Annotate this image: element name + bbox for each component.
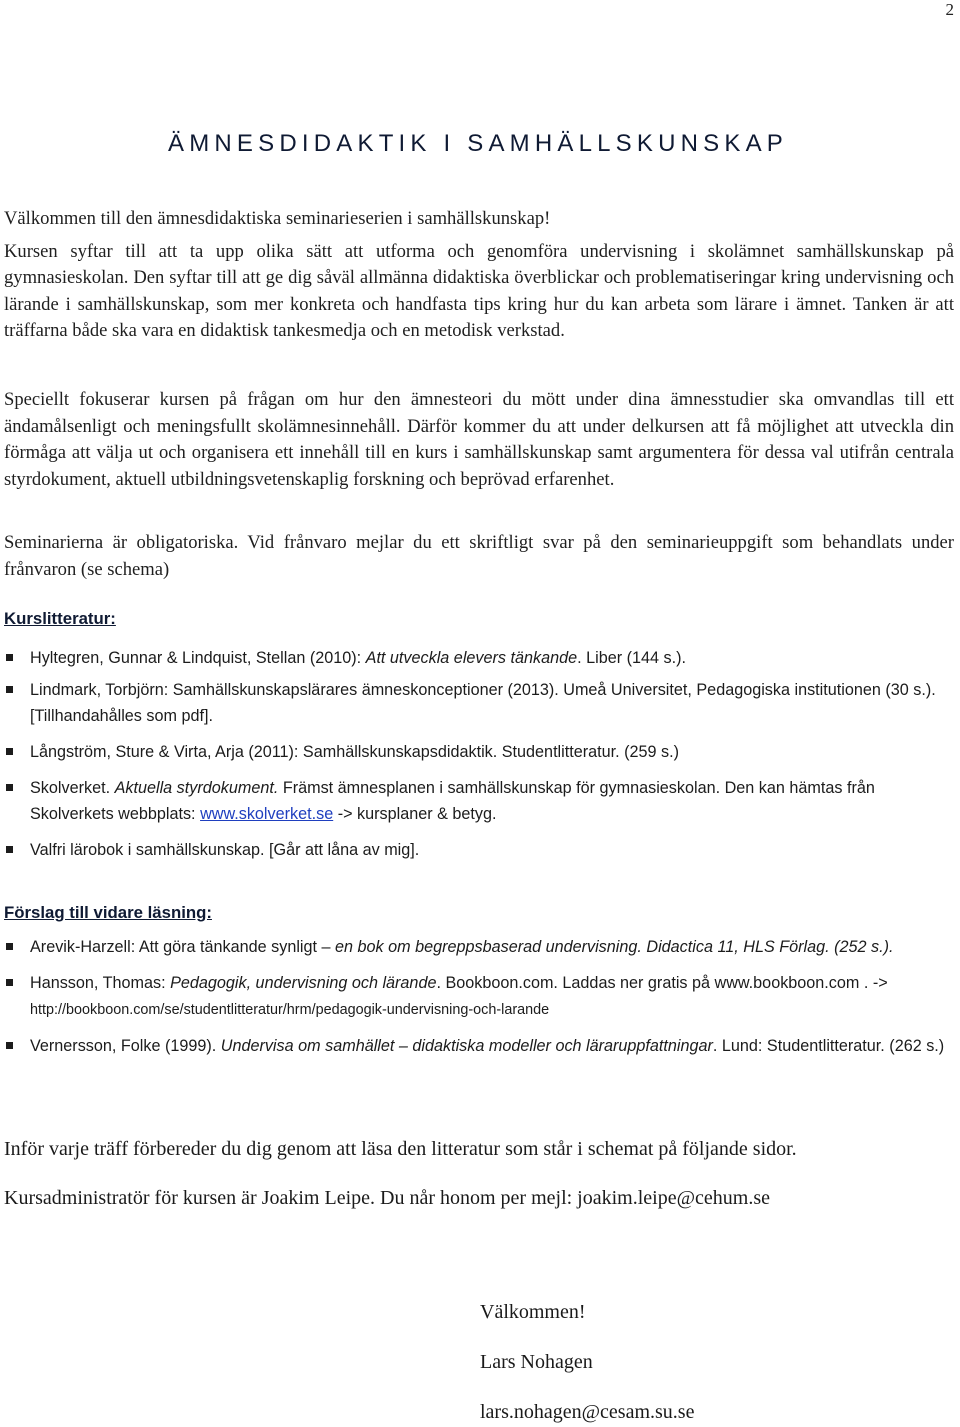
signature-email: lars.nohagen@cesam.su.se (480, 1401, 695, 1423)
bullet-icon (6, 979, 13, 986)
signature-name: Lars Nohagen (480, 1351, 593, 1373)
list-item: Långström, Sture & Virta, Arja (2011): Samhällskunskapsdidaktik. Studentlitteratur. (259 s.) (6, 739, 946, 765)
administrator-note: Kursadministratör för kursen är Joakim Leipe. Du når honom per mejl: joakim.leipe@cehum.se (4, 1187, 770, 1209)
intro-paragraph-2: Speciellt fokuserar kursen på frågan om hur den ämnesteori du mött under dina ämnesstudier ska omvandlas till ett ändamålsenligt och meningsfullt skolämnesinnehåll. Därför kommer du att under delkursen att få möjlighet att utveckla din förmåga att välja ut och organisera ett innehåll till en kurs i samhällskunskap samt argumentera för dessa val utifrån centrala styrdokument, aktuell utbildningsvetenskaplig forskning och beprövad erfarenhet. (4, 389, 954, 490)
list-item: Hansson, Thomas: Pedagogik, undervisning och lärande. Bookboon.com. Laddas ner gratis på www.bookboon.com . -> http://bookboon.com/se/studentlitteratur/hrm/pedagogik-undervisning-och-larande (6, 970, 946, 1023)
list-item: Hyltegren, Gunnar & Lindquist, Stellan (2010): Att utveckla elevers tänkande. Liber (144 s.). (6, 645, 946, 671)
list-item: Valfri lärobok i samhällskunskap. [Går att låna av mig]. (6, 837, 946, 863)
list-item: Skolverket. Aktuella styrdokument. Främst ämnesplanen i samhällskunskap för gymnasieskolan. Den kan hämtas från Skolverkets webbplats: www.skolverket.se -> kursplaner & betyg. (6, 775, 946, 827)
bullet-icon (6, 686, 13, 693)
welcome-line: Välkommen till den ämnesdidaktiska seminarieserien i samhällskunskap! (4, 208, 551, 229)
preparation-note: Inför varje träff förbereder du dig genom att läsa den litteratur som står i schemat på följande sidor. (4, 1138, 797, 1160)
page-title: ÄMNESDIDAKTIK I SAMHÄLLSKUNSKAP (168, 130, 788, 157)
signature-greeting: Välkommen! (480, 1301, 586, 1323)
bullet-icon (6, 943, 13, 950)
vidare-lasning-heading: Förslag till vidare läsning: (4, 903, 212, 922)
bullet-icon (6, 1042, 13, 1049)
bullet-icon (6, 654, 13, 661)
kurslitteratur-heading: Kurslitteratur: (4, 609, 116, 628)
kurslitteratur-list (6, 645, 946, 863)
bullet-icon (6, 748, 13, 755)
bullet-icon (6, 784, 13, 791)
page-number: 2 (945, 0, 954, 19)
skolverket-link[interactable]: www.skolverket.se (200, 805, 334, 823)
bullet-icon (6, 846, 13, 853)
bookboon-url[interactable]: http://bookboon.com/se/studentlitteratur/hrm/pedagogik-undervisning-och-larande (30, 1002, 550, 1018)
intro-section (4, 206, 954, 345)
intro-paragraph-1: Kursen syftar till att ta upp olika sätt att utforma och genomföra undervisning i skolämnet samhällskunskap på gymnasieskolan. Den syftar till att ge dig såväl allmänna didaktiska överblickar och problematiseringar kring undervisning och lärande i samhällskunskap, som mer konkreta och handfasta tips kring hur du kan arbeta som lärare i ämnet. Tanken är att träffarna både ska vara en didaktisk tankesmedja och en metodisk verkstad. (4, 240, 954, 341)
vidare-lasning-list (6, 934, 946, 1059)
list-item: Lindmark, Torbjörn: Samhällskunskapslärares ämneskonceptioner (2013). Umeå Universitet, Pedagogiska institutionen (30 s.). [Tillhandahålles som pdf]. (6, 677, 946, 729)
list-item: Arevik-Harzell: Att göra tänkande synligt – en bok om begreppsbaserad undervisning. Didactica 11, HLS Förlag. (252 s.). (6, 934, 946, 960)
list-item: Vernersson, Folke (1999). Undervisa om samhället – didaktiska modeller och läraruppfattningar. Lund: Studentlitteratur. (262 s.) (6, 1033, 946, 1059)
intro-paragraph-3: Seminarierna är obligatoriska. Vid frånvaro mejlar du ett skriftligt svar på den seminarieuppgift som behandlats under frånvaron (se schema) (4, 532, 954, 580)
